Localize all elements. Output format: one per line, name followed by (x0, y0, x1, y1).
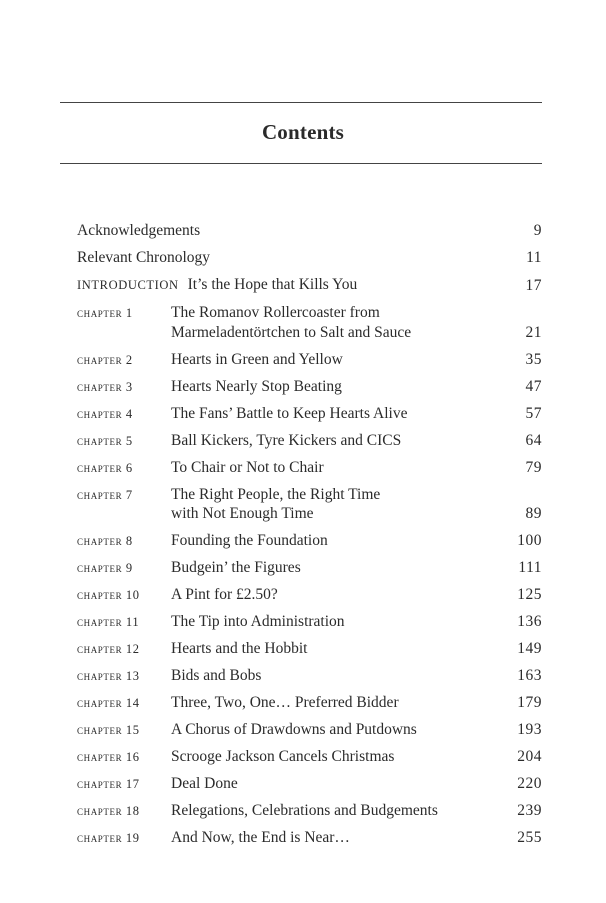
chapter-label: chapter 6 (77, 460, 133, 475)
page-number: 255 (517, 829, 542, 846)
page-number: 35 (525, 350, 542, 368)
chapter-label: chapter 1 (77, 306, 133, 320)
page-number: 111 (518, 559, 542, 576)
page-number: 79 (525, 458, 542, 476)
entry-title-line: with Not Enough Time (171, 505, 314, 522)
toc-entry-chapter[interactable] (77, 558, 542, 578)
chapter-label: chapter 5 (77, 433, 133, 448)
entry-title (171, 431, 542, 451)
chapter-label: chapter 18 (77, 804, 140, 818)
entry-title (171, 774, 542, 794)
entry-title-line: Deal Done (171, 775, 238, 792)
entry-title (171, 558, 542, 578)
toc-entry-chapter[interactable] (77, 303, 542, 342)
entry-title (77, 275, 542, 296)
page-number: 11 (526, 249, 542, 266)
toc-entry-introduction[interactable] (77, 275, 542, 296)
toc-entry-chapter[interactable] (77, 774, 542, 794)
entry-title-line: The Fans’ Battle to Keep Hearts Alive (171, 404, 408, 422)
toc-entry-chapter[interactable] (77, 485, 542, 524)
page-number: 220 (517, 775, 542, 792)
page-number: 17 (525, 277, 542, 294)
toc-entry-chapter[interactable] (77, 693, 542, 713)
entry-title (171, 350, 542, 370)
toc-entry-front[interactable] (77, 221, 542, 241)
bottom-rule (60, 163, 542, 164)
toc-entry-chapter[interactable] (77, 828, 542, 848)
chapter-label: chapter 11 (77, 615, 140, 629)
page-number: 89 (525, 505, 542, 522)
entry-title-line: The Tip into Administration (171, 613, 345, 630)
toc-entry-front[interactable] (77, 248, 542, 268)
page-number: 136 (517, 613, 542, 630)
table-of-contents (77, 221, 542, 855)
entry-title-line: It’s the Hope that Kills You (187, 276, 358, 293)
entry-title (171, 303, 542, 342)
entry-title (171, 639, 542, 659)
toc-entry-chapter[interactable] (77, 585, 542, 605)
top-rule (60, 102, 542, 103)
entry-title-line: Hearts and the Hobbit (171, 640, 308, 657)
entry-title (171, 485, 542, 524)
entry-title-line: Relevant Chronology (77, 249, 211, 266)
chapter-label: chapter 13 (77, 669, 140, 683)
entry-title-line: Three, Two, One… Preferred Bidder (171, 694, 399, 711)
entry-title-line: A Pint for £2.50? (171, 586, 278, 603)
chapter-label: chapter 14 (77, 696, 140, 710)
entry-title-line: The Romanov Rollercoaster from (171, 304, 380, 321)
entry-title (171, 693, 542, 713)
entry-title (171, 585, 542, 605)
page-number: 239 (517, 802, 542, 819)
chapter-label: chapter 10 (77, 588, 140, 602)
page-number: 9 (533, 222, 542, 239)
toc-entry-chapter[interactable] (77, 747, 542, 767)
chapter-label: chapter 12 (77, 642, 140, 656)
page-number: 149 (517, 640, 542, 657)
entry-title (171, 666, 542, 686)
page-number: 21 (525, 323, 542, 341)
page-number: 193 (517, 721, 542, 738)
entry-title-line: Scrooge Jackson Cancels Christmas (171, 748, 395, 765)
page-number: 204 (517, 748, 542, 765)
toc-entry-chapter[interactable] (77, 458, 542, 478)
entry-title (171, 720, 542, 740)
toc-entry-chapter[interactable] (77, 666, 542, 686)
entry-title-line: Hearts Nearly Stop Beating (171, 377, 342, 395)
toc-entry-chapter[interactable] (77, 350, 542, 370)
page-number: 64 (525, 431, 542, 449)
page-number: 57 (525, 404, 542, 422)
intro-label: INTRODUCTION (77, 278, 179, 292)
toc-entry-chapter[interactable] (77, 612, 542, 632)
entry-title (171, 747, 542, 767)
entry-title-line: Bids and Bobs (171, 667, 262, 684)
chapter-label: chapter 19 (77, 831, 140, 845)
page-number: 163 (517, 667, 542, 684)
entry-title (171, 801, 542, 821)
entry-title-line: Hearts in Green and Yellow (171, 350, 343, 368)
entry-title (77, 221, 542, 241)
toc-entry-chapter[interactable] (77, 639, 542, 659)
toc-entry-chapter[interactable] (77, 377, 542, 397)
chapter-label: chapter 17 (77, 777, 140, 791)
entry-title-line: To Chair or Not to Chair (171, 458, 324, 476)
entry-title-line: Relegations, Celebrations and Budgements (171, 802, 438, 819)
entry-title (171, 404, 542, 424)
chapter-label: chapter 4 (77, 406, 133, 421)
entry-title (171, 828, 542, 848)
page-number: 179 (517, 694, 542, 711)
entry-title-line: And Now, the End is Near… (171, 829, 350, 846)
entry-title-line: The Right People, the Right Time (171, 485, 381, 503)
entry-title (171, 458, 542, 478)
toc-entry-chapter[interactable] (77, 431, 542, 451)
chapter-label: chapter 8 (77, 534, 133, 548)
chapter-label: chapter 15 (77, 723, 140, 737)
entry-title (171, 377, 542, 397)
entry-title-line: Ball Kickers, Tyre Kickers and CICS (171, 431, 402, 449)
entry-title-line: Acknowledgements (77, 222, 201, 239)
chapter-label: chapter 16 (77, 750, 140, 764)
entry-title-line: Founding the Foundation (171, 532, 328, 549)
chapter-label: chapter 7 (77, 487, 133, 502)
chapter-label: chapter 2 (77, 352, 133, 367)
entry-title (171, 531, 542, 551)
page-number: 100 (517, 532, 542, 549)
page-number: 47 (525, 377, 542, 395)
toc-entry-chapter[interactable] (77, 801, 542, 821)
page-number: 125 (517, 586, 542, 603)
page-title: Contents (261, 120, 345, 144)
entry-title-line: Budgein’ the Figures (171, 559, 301, 576)
entry-title-line: Marmeladentörtchen to Salt and Sauce (171, 323, 412, 341)
toc-entry-chapter[interactable] (77, 531, 542, 551)
entry-title (171, 612, 542, 632)
toc-entry-chapter[interactable] (77, 720, 542, 740)
entry-title-line: A Chorus of Drawdowns and Putdowns (171, 721, 417, 738)
entry-title (77, 248, 542, 268)
chapter-label: chapter 3 (77, 379, 133, 394)
chapter-label: chapter 9 (77, 561, 133, 575)
toc-entry-chapter[interactable] (77, 404, 542, 424)
